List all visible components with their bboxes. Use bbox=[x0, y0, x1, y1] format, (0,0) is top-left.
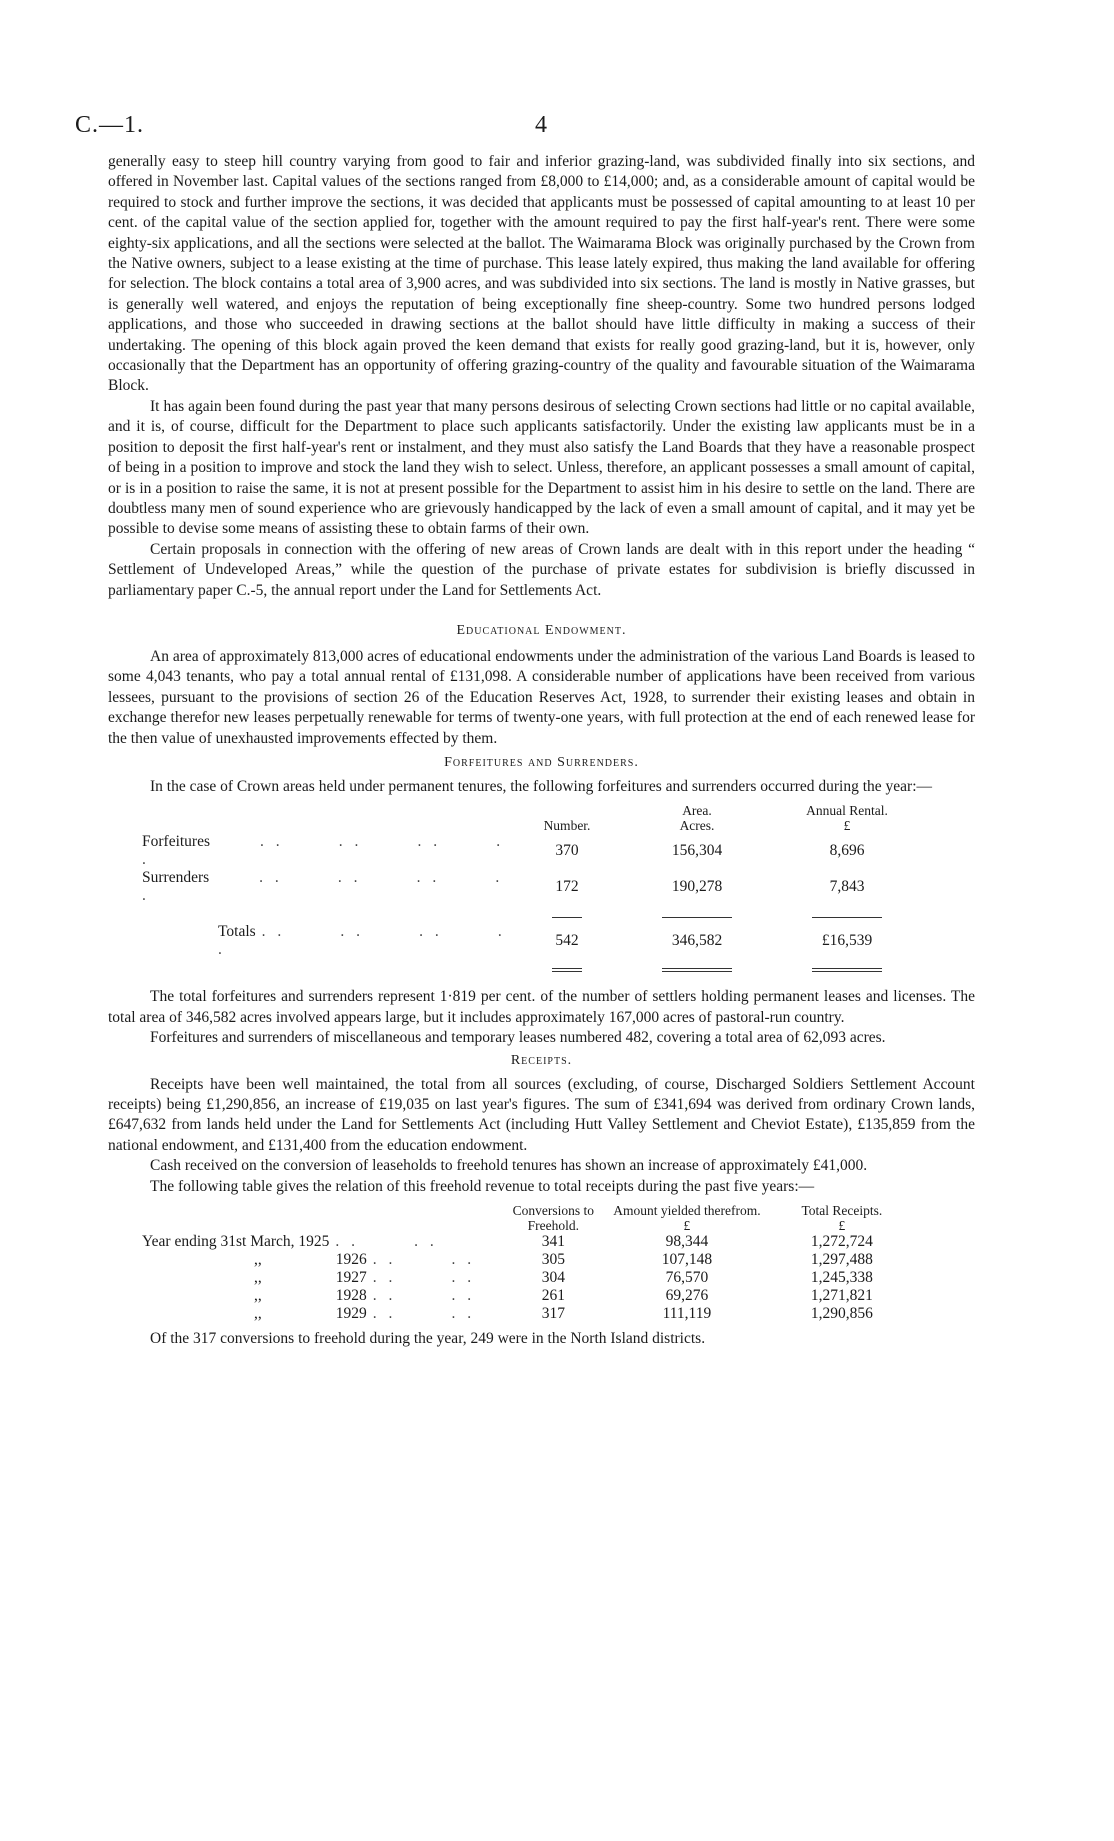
paragraph-forfeitures-summary: The total forfeitures and surrenders represent 1·819 per cent. of the number of settlers holding permanent leases and licenses. The total area of 346,582 acres involved appears large, but it includes approximately 167,000 acres of pastoral-run country. bbox=[108, 988, 975, 1026]
paragraph-educational-endowment: An area of approximately 813,000 acres of educational endowments under the administration of the various Land Boards is leased to some 4,043 tenants, who pay a total annual rental of £131,098. A considerable number of applications have been received from various lessees, pursuant to the provisions of section 26 of the Education Reserves Act, 1928, to surrender their existing leases and obtain in exchange therefor new leases perpetually renewable for terms of twenty-one years, with full protection at the end of each renewed lease for the then value of unexhausted improvements effected by them. bbox=[108, 647, 975, 747]
row-year: 1926 bbox=[335, 1251, 367, 1269]
cell-area: 156,304 bbox=[671, 842, 723, 860]
cell-conversions: 261 bbox=[541, 1287, 565, 1305]
cell-total: 1,290,856 bbox=[810, 1305, 873, 1323]
header-area-label: Area. bbox=[682, 803, 712, 819]
cell-amount: 107,148 bbox=[661, 1251, 713, 1269]
cell-area-total: 346,582 bbox=[671, 932, 723, 950]
double-rule bbox=[552, 968, 582, 972]
totals-row bbox=[142, 923, 922, 959]
row-label bbox=[142, 1269, 495, 1287]
ditto-mark: ,, bbox=[254, 1287, 262, 1305]
table-row bbox=[142, 833, 922, 869]
row-label-text: Forfeitures bbox=[142, 833, 211, 851]
header-amount bbox=[612, 1203, 762, 1233]
subtotal-rule-row bbox=[142, 905, 922, 923]
forfeitures-table bbox=[142, 803, 922, 977]
row-label bbox=[142, 923, 512, 959]
leader-dots: . . . . bbox=[372, 1251, 476, 1269]
paragraph-cash-conversion: Cash received on the conversion of leaseholds to freehold tenures has shown an increase of approximately £41,000. bbox=[150, 1157, 868, 1175]
leader-dots: . . . . bbox=[372, 1287, 476, 1305]
header-area-unit: Acres. bbox=[679, 818, 715, 834]
table-row bbox=[142, 1269, 922, 1287]
header-total-unit: £ bbox=[838, 1218, 846, 1234]
table-header-row bbox=[142, 1203, 922, 1233]
paragraph-proposals: Certain proposals in connection with the offering of new areas of Crown lands are dealt with in this report under the heading “ Settlement of Undeveloped Areas,” while the question of the purchase of private estates for subdivision is briefly discussed in parliamentary paper C.-5, the annual report under the Land for Settlements Act. bbox=[108, 540, 975, 599]
heading-forfeitures: Forfeitures and Surrenders. bbox=[444, 754, 639, 770]
cell-total: 1,245,338 bbox=[810, 1269, 873, 1287]
cell-amount: 76,570 bbox=[665, 1269, 709, 1287]
cell-number-total: 542 bbox=[555, 932, 579, 950]
header-rental bbox=[772, 803, 922, 833]
row-year: 1928 bbox=[335, 1287, 367, 1305]
header-rental-label: Annual Rental. bbox=[806, 803, 888, 819]
cell-area: 190,278 bbox=[671, 878, 723, 896]
rule bbox=[552, 917, 582, 918]
table-row bbox=[142, 1305, 922, 1323]
body-column bbox=[108, 152, 975, 1349]
header-amount-label: Amount yielded therefrom. bbox=[613, 1203, 761, 1219]
paragraph-capital: It has again been found during the past year that many persons desirous of selecting Crown sections had little or no capital available, and it is, of course, difficult for the Department to place such applicants satisfactorily. Under the existing law applicants must be in a position to deposit the first half-year's rent or instalment, and they must also satisfy the Land Boards that they have a reasonable prospect of being in a position to improve and stock the land they wish to select. Unless, therefore, an applicant possesses a small amount of capital, or is in a position to raise the same, it is not at present possible for the Department to assist him in his desire to settle on the land. There are doubtless many men of sound experience who are grievously handicapped by the lack of even a small amount of capital, and it may yet be possible to devise some means of assisting these to obtain farms of their own. bbox=[108, 397, 975, 538]
paragraph-miscellaneous-leases: Forfeitures and surrenders of miscellaneous and temporary leases numbered 482, covering a total area of 62,093 acres. bbox=[150, 1029, 886, 1047]
page-number: 4 bbox=[535, 112, 548, 138]
cell-conversions: 305 bbox=[541, 1251, 565, 1269]
totals-label: Totals bbox=[218, 923, 256, 941]
cell-total: 1,271,821 bbox=[810, 1287, 873, 1305]
row-label bbox=[142, 1287, 495, 1305]
header-conversions: Conversions to Freehold. bbox=[512, 1203, 595, 1234]
row-label bbox=[142, 869, 512, 905]
ditto-mark: ,, bbox=[254, 1251, 262, 1269]
table-row bbox=[142, 1251, 922, 1269]
table-row bbox=[142, 1233, 922, 1251]
page-header bbox=[75, 112, 1035, 146]
row-label bbox=[142, 833, 512, 869]
cell-amount: 69,276 bbox=[665, 1287, 709, 1305]
cell-conversions: 304 bbox=[541, 1269, 565, 1287]
report-reference: C.—1. bbox=[75, 112, 145, 138]
row-year: 1927 bbox=[335, 1269, 367, 1287]
total-double-rule-row bbox=[142, 959, 922, 977]
paragraph-continued: generally easy to steep hill country varying from good to fair and inferior grazing-land, was subdivided finally into six sections, and offered in November last. Capital values of the sections ranged from £8,000 to £14,000; and, as a considerable amount of capital would be required to stock and further improve the sections, it was decided that applicants must be possessed of capital amounting to at least 10 per cent. of the capital value of the section applied for, together with the amount required to pay the first half-year's rent. There were some eighty-six applications, and all the sections were selected at the ballot. The Waimarama Block was originally purchased by the Crown from the Native owners, subject to a lease existing at the time of purchase. This lease lately expired, thus making the land available for offering for selection. The block contains a total area of 3,900 acres, and was subdivided into six sections. The land is mostly in Native grasses, but is generally well watered, and enjoys the reputation of being exceptionally fine sheep-country. Some two hundred persons lodged applications, and those who succeeded in drawing sections at the ballot should have little difficulty in making a success of their undertaking. The opening of this block again proved the keen demand that exists for really good grazing-land, but it is, however, only occasionally that the Department has an opportunity of offering grazing-country of the quality and favourable situation of the Waimarama Block. bbox=[108, 153, 975, 395]
row-year: 1929 bbox=[335, 1305, 367, 1323]
leader-dots: . . . . bbox=[372, 1269, 476, 1287]
paragraph-forfeitures-intro: In the case of Crown areas held under permanent tenures, the following forfeitures and surrenders occurred during the year:— bbox=[150, 777, 933, 795]
rule bbox=[812, 917, 882, 918]
heading-educational-endowment: Educational Endowment. bbox=[456, 622, 627, 638]
header-number: Number. bbox=[543, 818, 591, 834]
table-row bbox=[142, 869, 922, 905]
row-label-text: Year ending 31st March, 1925 bbox=[142, 1233, 330, 1251]
leader-dots: . . . . bbox=[372, 1305, 476, 1323]
cell-conversions: 317 bbox=[541, 1305, 565, 1323]
heading-receipts: Receipts. bbox=[510, 1052, 573, 1068]
rule bbox=[662, 917, 732, 918]
paragraph-conversions-final: Of the 317 conversions to freehold during the year, 249 were in the North Island districts. bbox=[150, 1330, 706, 1348]
leader-dots: . . . . bbox=[335, 1233, 438, 1251]
cell-rental: 7,843 bbox=[829, 878, 865, 896]
ditto-mark: ,, bbox=[254, 1305, 262, 1323]
leader-dots: . . . . . . . . bbox=[142, 833, 505, 869]
row-label-text: Surrenders bbox=[142, 869, 210, 887]
row-label bbox=[142, 1251, 495, 1269]
paragraph-receipts: Receipts have been well maintained, the total from all sources (excluding, of course, Discharged Soldiers Settlement Account receipts) being £1,290,856, an increase of £19,035 on last year's figures. The sum of £341,694 was derived from ordinary Crown lands, £647,632 from lands held under the Land for Settlements Act (including Hutt Valley Settlement and Cheviot Estate), £135,859 from the national endowment, and £131,400 from the education endowment. bbox=[108, 1075, 975, 1154]
cell-total: 1,272,724 bbox=[810, 1233, 873, 1251]
cell-amount: 98,344 bbox=[665, 1233, 709, 1251]
double-rule bbox=[812, 968, 882, 972]
double-rule bbox=[662, 968, 732, 972]
cell-rental-total: £16,539 bbox=[821, 932, 873, 950]
table-header-row bbox=[142, 803, 922, 833]
paragraph-table-intro: The following table gives the relation of this freehold revenue to total receipts during the past five years:— bbox=[150, 1177, 815, 1195]
cell-number: 370 bbox=[555, 842, 579, 860]
cell-total: 1,297,488 bbox=[810, 1251, 873, 1269]
header-total-label: Total Receipts. bbox=[801, 1203, 883, 1219]
conversions-table bbox=[142, 1203, 922, 1323]
cell-conversions: 341 bbox=[541, 1233, 565, 1251]
leader-dots: . . . . . . . . bbox=[142, 869, 504, 905]
row-label bbox=[142, 1233, 495, 1251]
header-total bbox=[762, 1203, 922, 1233]
header-amount-unit: £ bbox=[683, 1218, 691, 1234]
header-area bbox=[622, 803, 772, 833]
cell-number: 172 bbox=[555, 878, 579, 896]
row-label bbox=[142, 1305, 495, 1323]
cell-rental: 8,696 bbox=[829, 842, 865, 860]
header-rental-unit: £ bbox=[843, 818, 851, 834]
table-row bbox=[142, 1287, 922, 1305]
leader-dots: . . . . . . . . bbox=[218, 923, 506, 959]
ditto-mark: ,, bbox=[254, 1269, 262, 1287]
cell-amount: 111,119 bbox=[662, 1305, 712, 1323]
